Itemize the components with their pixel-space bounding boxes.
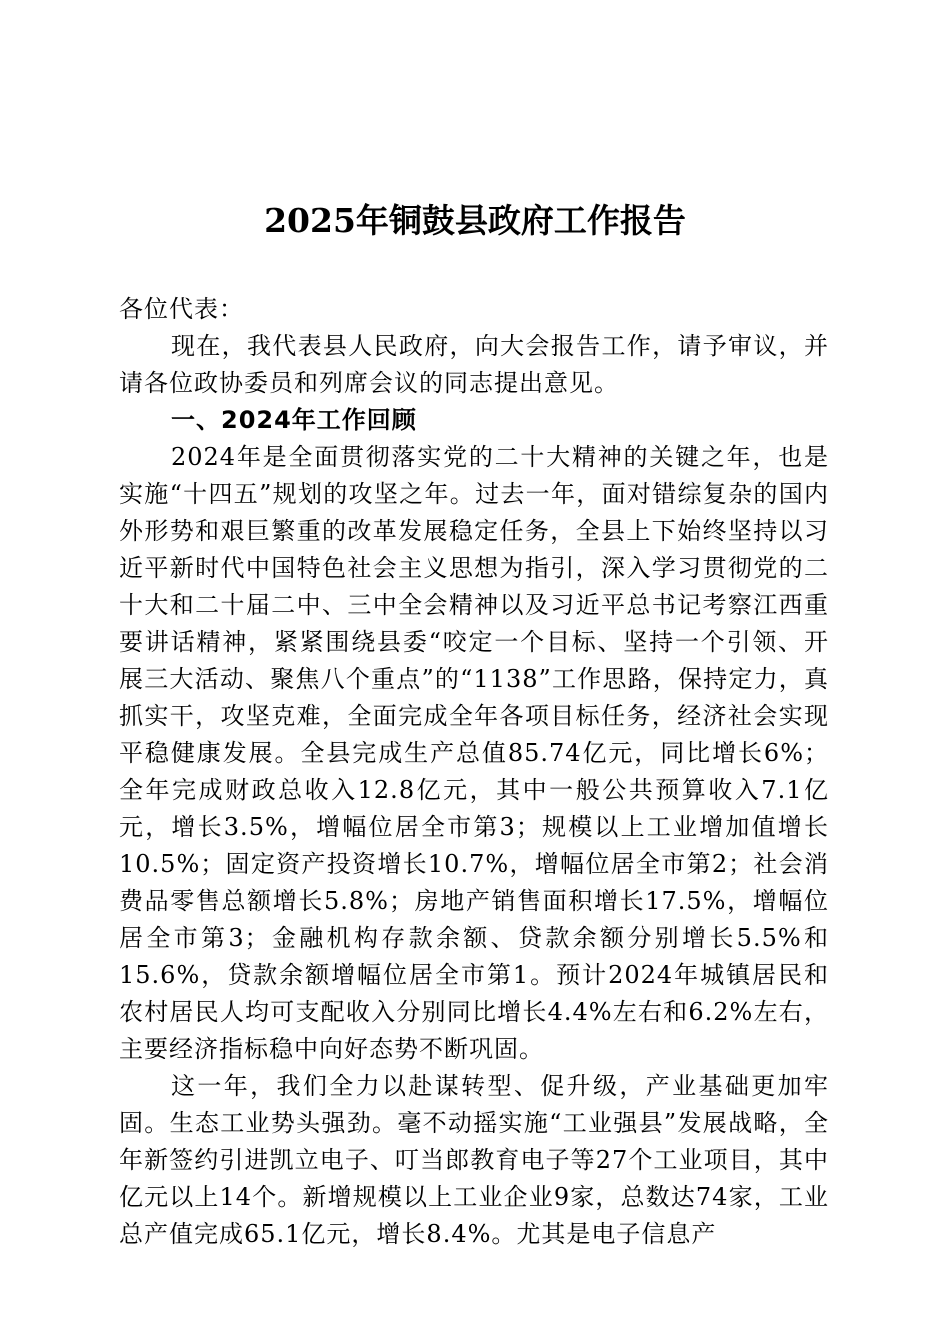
paragraph: 这一年，我们全力以赴谋转型、促升级，产业基础更加牢固。生态工业势头强劲。毫不动摇实施“工业强县”发展战略，全年新签约引进凯立电子、叮当郎教育电子等27个工业项目，其中亿元以上14个。新增规模以上工业企业9家，总数达74家，工业总产值完成65.1亿元，增长8.4%。尤其是电子信息产 <box>119 1072 829 1248</box>
salutation: 各位代表： <box>119 295 244 323</box>
paragraph: 2024年是全面贯彻落实党的二十大精神的关键之年，也是实施“十四五”规划的攻坚之年。过去一年，面对错综复杂的国内外形势和艰巨繁重的改革发展稳定任务，全县上下始终坚持以习近平新时代中国特色社会主义思想为指引，深入学习贯彻党的二十大和二十届二中、三中全会精神以及习近平总书记考察江西重要讲话精神，紧紧围绕县委“咬定一个目标、坚持一个引领、开展三大活动、聚焦八个重点”的“1138”工作思路，保持定力，真抓实干，攻坚克难，全面完成全年各项目标任务，经济社会实现平稳健康发展。全县完成生产总值85.74亿元，同比增长6%；全年完成财政总收入12.8亿元，其中一般公共预算收入7.1亿元，增长3.5%，增幅位居全市第3；规模以上工业增加值增长10.5%；固定资产投资增长10.7%，增幅位居全市第2；社会消费品零售总额增长5.8%；房地产销售面积增长17.5%，增幅位居全市第3；金融机构存款余额、贷款余额分别增长5.5%和15.6%，贷款余额增幅位居全市第1。预计2024年城镇居民和农村居民人均可支配收入分别同比增长4.4%左右和6.2%左右，主要经济指标稳中向好态势不断巩固。 <box>119 443 829 1063</box>
section-heading: 一、2024年工作回顾 <box>171 406 417 434</box>
document-body <box>119 291 829 1253</box>
document-title: 2025年铜鼓县政府工作报告 <box>264 201 686 240</box>
intro-paragraph: 现在，我代表县人民政府，向大会报告工作，请予审议，并请各位政协委员和列席会议的同志提出意见。 <box>119 332 829 397</box>
